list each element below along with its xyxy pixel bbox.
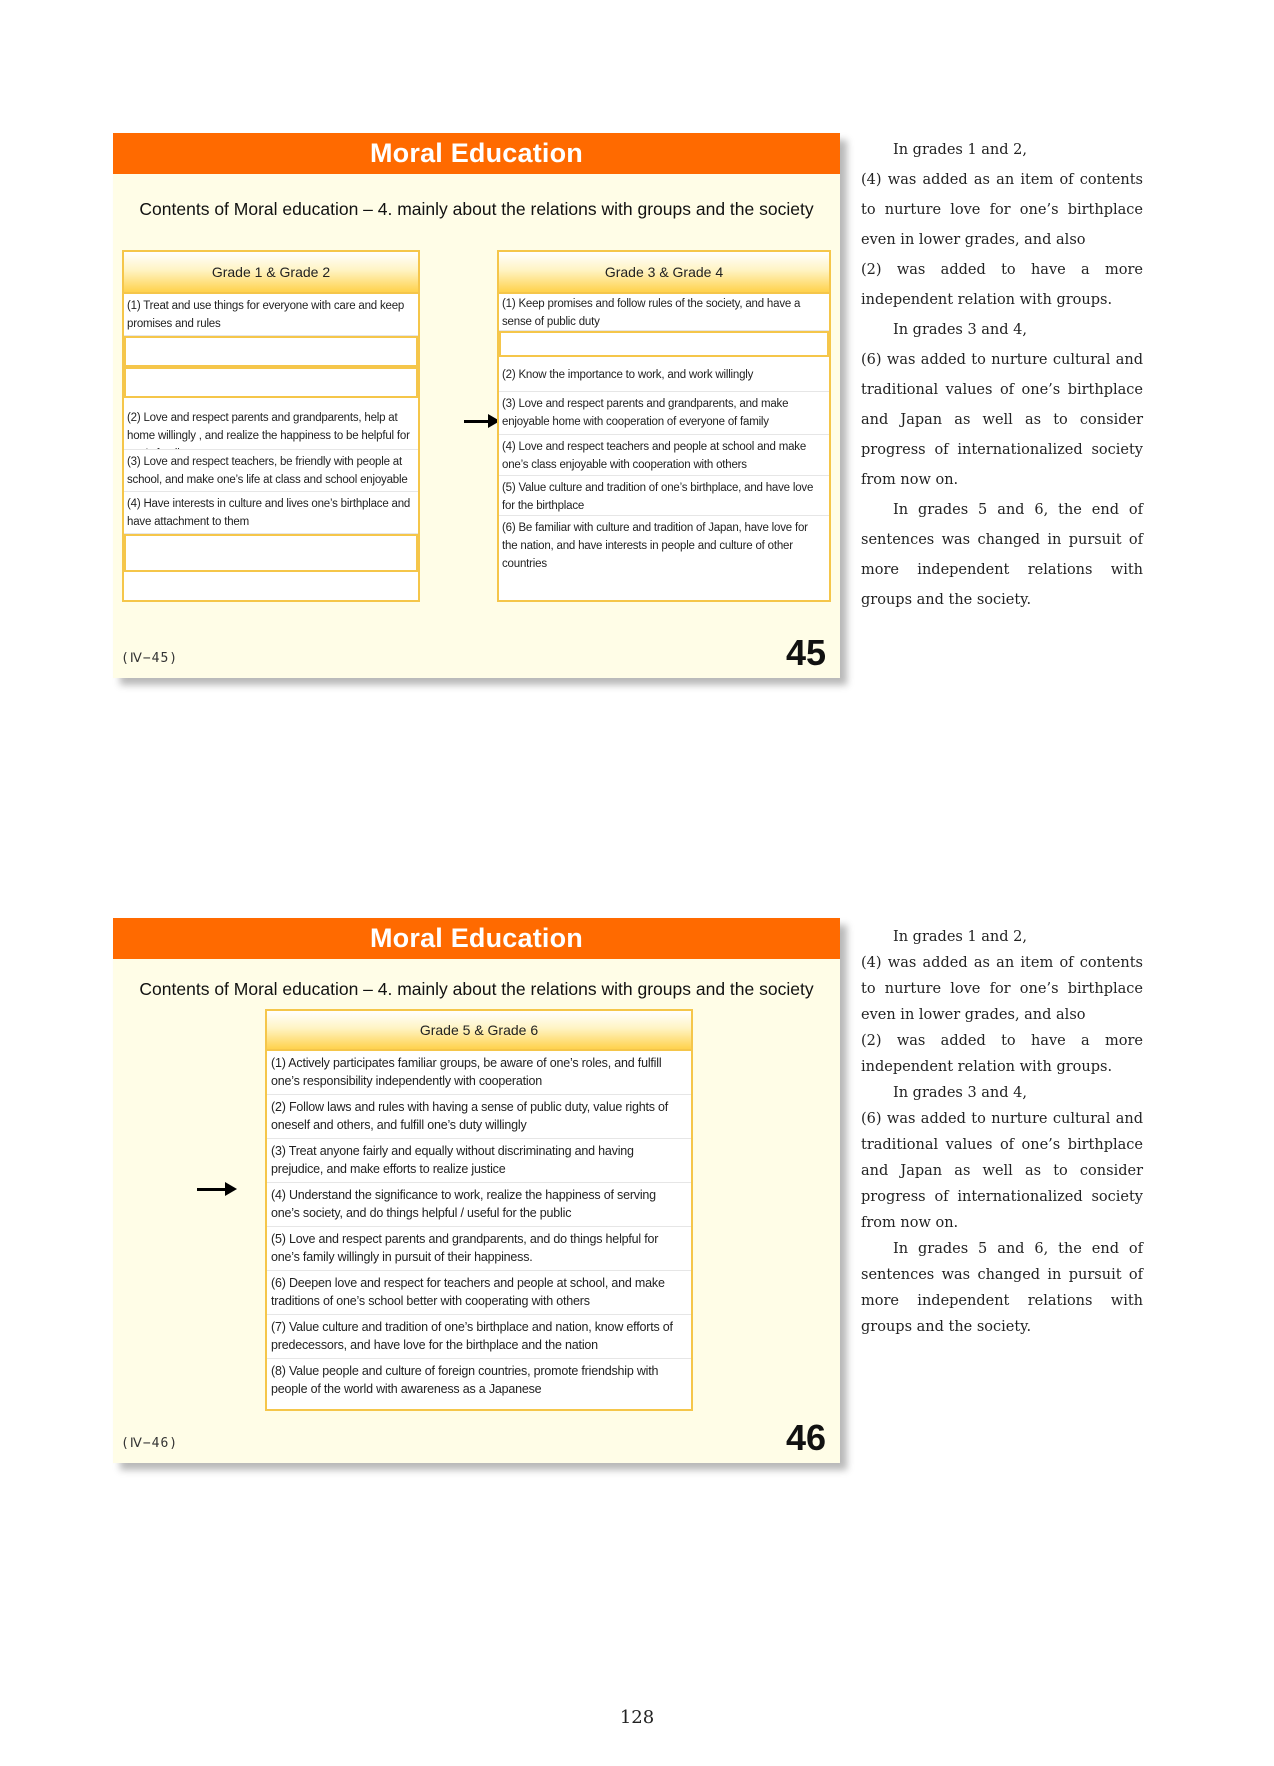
note-paragraph: In grades 1 and 2, [893, 929, 1027, 945]
list-item: (2) Follow laws and rules with having a sense of public duty, value rights of oneself and others, and fulfill one’s duty willingly [267, 1095, 691, 1139]
note-paragraph: (6) was added to nurture cultural and traditional values of one’s birthplace and Japan as well as to consider progress of internationalized society from now on. [861, 352, 1143, 488]
notes-slide-46 [861, 924, 1143, 1340]
note-paragraph: (4) was added as an item of contents to nurture love for one’s birthplace even in lower grades, and also [861, 172, 1143, 248]
page-number: 128 [619, 1707, 655, 1728]
arrow-right-icon [197, 1188, 227, 1191]
empty-cell [124, 367, 418, 398]
list-item: (8) Value people and culture of foreign countries, promote friendship with people of the world with awareness as a Japanese [271, 1364, 659, 1396]
list-item: (3) Love and respect parents and grandparents, and make enjoyable home with cooperation of everyone of family [499, 392, 829, 435]
empty-cell [124, 336, 418, 367]
grade-5-6-header: Grade 5 & Grade 6 [267, 1011, 691, 1051]
note-paragraph: In grades 5 and 6, the end of sentences was changed in pursuit of more independent relations with groups and the society. [861, 502, 1143, 608]
slide-subtitle: Contents of Moral education – 4. mainly about the relations with groups and the society [139, 979, 814, 999]
slide-title: Moral Education [113, 133, 840, 174]
slide-45 [113, 133, 840, 678]
note-paragraph: In grades 3 and 4, [893, 322, 1027, 338]
note-paragraph: In grades 3 and 4, [893, 1085, 1027, 1101]
slide-title: Moral Education [113, 918, 840, 959]
list-item: (4) Understand the significance to work, realize the happiness of serving one’s society, and do things helpful / useful for the public [267, 1183, 691, 1227]
slide-code: (Ⅳ−46) [121, 1436, 179, 1451]
note-paragraph: In grades 1 and 2, [893, 142, 1027, 158]
slide-number: 46 [785, 1417, 826, 1458]
grade-3-4-header: Grade 3 & Grade 4 [499, 252, 829, 294]
list-item: (4) Love and respect teachers and people at school and make one’s class enjoyable with cooperation with others [499, 435, 829, 476]
slide-number: 45 [785, 632, 826, 673]
list-item: (3) Treat anyone fairly and equally without discriminating and having prejudice, and make efforts to realize justice [267, 1139, 691, 1183]
empty-cell [124, 534, 418, 572]
list-item: (6) Be familiar with culture and tradition of Japan, have love for the nation, and have interests in people and culture of other countries [502, 522, 808, 570]
notes-slide-45 [861, 135, 1143, 615]
note-paragraph: (4) was added as an item of contents to nurture love for one’s birthplace even in lower grades, and also [861, 955, 1143, 1023]
slide-subtitle: Contents of Moral education – 4. mainly about the relations with groups and the society [139, 199, 814, 219]
list-item: (5) Value culture and tradition of one’s birthplace, and have love for the birthplace [499, 476, 829, 516]
list-item: (3) Love and respect teachers, be friendly with people at school, and make one’s life at class and school enjoyable [124, 450, 418, 492]
list-item: (6) Deepen love and respect for teachers and people at school, and make traditions of one’s school better with cooperating with others [267, 1271, 691, 1315]
list-item: (1) Actively participates familiar groups, be aware of one’s roles, and fulfill one’s responsibility independently with cooperation [267, 1051, 691, 1095]
note-paragraph: (2) was added to have a more independent relation with groups. [861, 262, 1143, 308]
list-item: (4) Have interests in culture and lives one’s birthplace and have attachment to them [124, 492, 418, 534]
grade-3-4-panel [497, 250, 831, 602]
note-paragraph: (6) was added to nurture cultural and traditional values of one’s birthplace and Japan as well as to consider progress of internationalized society from now on. [861, 1111, 1143, 1231]
list-item: (5) Love and respect parents and grandparents, and do things helpful for one’s family willingly in pursuit of their happiness. [267, 1227, 691, 1271]
list-item: (1) Keep promises and follow rules of the society, and have a sense of public duty [499, 294, 829, 331]
slide-46 [113, 918, 840, 1463]
slide-code: (Ⅳ−45) [121, 651, 179, 666]
grade-5-6-panel [265, 1009, 693, 1411]
list-item: (7) Value culture and tradition of one’s birthplace and nation, know efforts of predecessors, and have love for the birthplace and the nation [267, 1315, 691, 1359]
empty-cell [499, 331, 829, 357]
grade-1-2-panel [122, 250, 420, 602]
arrow-right-icon [464, 420, 490, 423]
list-item: (2) Love and respect parents and grandparents, help at home willingly , and realize the happiness to be helpful for [124, 398, 418, 450]
list-item: (2) Know the importance to work, and work willingly [499, 357, 829, 392]
list-item: (1) Treat and use things for everyone with care and keep promises and rules [124, 294, 418, 336]
note-paragraph: In grades 5 and 6, the end of sentences was changed in pursuit of more independent relations with groups and the society. [861, 1241, 1143, 1335]
note-paragraph: (2) was added to have a more independent relation with groups. [861, 1033, 1143, 1075]
grade-1-2-header: Grade 1 & Grade 2 [124, 252, 418, 294]
